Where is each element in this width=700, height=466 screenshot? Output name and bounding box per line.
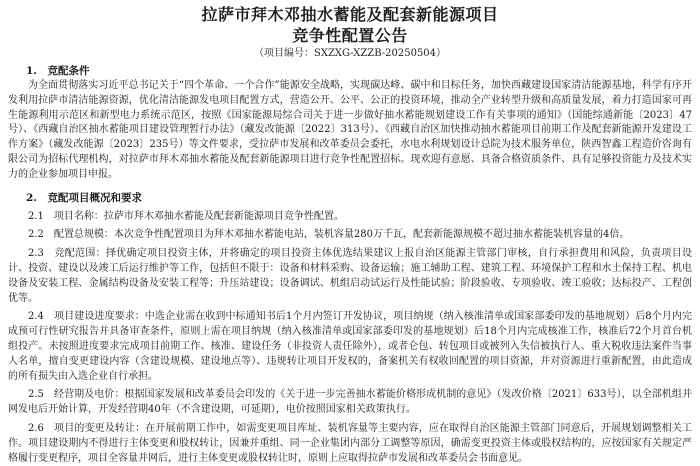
clause-2-2: 2.2 配置总规模：本次竞争性配置项目为拜木邓抽水蓄能电站，装机容量280万千瓦，配套新能源规模不超过抽水蓄能装机容量的4倍。	[28, 229, 630, 241]
clause-2-5: 2.5 经营期及电价：根据国家发展和改革委员会印发的《关于进一步完善抽水蓄能价格形成机制的意见》（发改价格〔2021〕633号），以全部机组并网发电后开始计算，开发经营期40年（不含建设期，可延期），电价按照国家相关政策执行。	[8, 389, 692, 416]
project-number: （项目编号：SXZXG-XZZB-20250504）	[253, 48, 447, 59]
document-title: 拉萨市拜木邓抽水蓄能及配套新能源项目	[201, 5, 499, 24]
clause-2-4: 2.4 项目建设进度要求：中选企业需在收到中标通知书后1个月内签订开发协议，项目纳规（纳入核准清单或国家部委印发的基地规划）后8个月内完成预可行性研究报告并具备审查条件，原则上需在项目纳规（纳入核准清单或国家部委印发的基地规划）后18个月内完成核准工作，核准后72个月首台机组投产。未按照进度要求完成项目前期工作、核准、建设任务（非投资人责任除外），或者仑包、转包项目或被列入失信被执行人、重大税收违法案件当事人名单，擅自变更建设内容（含建设规模、建设地点等）、违规转让项目开发权的，备案机关有权收回配置的项目资源，并对资源进行重新配置，由此造成的所有损失由入选企业自行承担。	[8, 311, 692, 382]
document-subtitle: 竞争性配置公告	[292, 26, 408, 45]
clause-2-1: 2.1 项目名称：拉萨市拜木邓抽水蓄能及配套新能源项目竞争性配置。	[28, 210, 344, 222]
clause-2-3: 2.3 竞配范围：择优确定项目投资主体，并将确定的项目投资主体优选结果建议上报自治区能源主管部门审核，自行承担费用和风险，负责项目设计、投资、建设以及竣工后运行维护等工作，包括但不限于：设备和材料采购、设备运输；施工辅助工程、建筑工程、环境保护工程和水土保持工程、机电设备及安装工程、金属结构设备及安装工程等；升压站建设；设备调试、机组启动试运行及性能试验；阶段验收、专项验收、竣工验收；达标投产、工程创优等。	[8, 248, 692, 304]
section-1-heading: 1. 竞配条件	[26, 65, 90, 77]
clause-2-6: 2.6 项目的变更及转让：在开展前期工作中，如需变更项目库址、装机容量等主要内容，应在取得自治区能源主管部门同意后，开展规划调整相关工作。项目建设期内不得进行主体变更和股权转让，因兼并重组、同一企业集团内部分工调整等原因，确需变更投资主体或股权结构的，应按国家有关规定严格履行变更程序，项目全容量并网后，进行主体变更或股权转让时，原则上应取得拉萨市发展和改革委员会书面意见。	[8, 422, 692, 464]
section-2-heading: 2. 竞配项目概况和要求	[26, 191, 142, 204]
section-1-paragraph: 为全面贯彻落实习近平总书记关于“四个革命、一个合作”能源安全战略，实现碳达峰、碳中和目标任务，加快西藏建设国家清洁能源基地，科学有序开发利用拉萨市清洁能源资源，优化清洁能源发电项目配置方式，营造公开、公平、公正的投资环境，推动全产业转型升级和高质量发展，着力打造国家可再生能源利用示范区和新型电力系统示范区，按照《国家能源局综合司关于进一步做好抽水蓄能规划建设工作有关事项的通知》（国能综通新能〔2023〕47号）、《西藏自治区抽水蓄能项目建设管理暂行办法》（藏发改能源〔2022〕313号）、《西藏自治区加快推动抽水蓄能项目前期工作及配套新能源开发建设工作方案》（藏发改能源〔2023〕235号）等文件要求，受拉萨市发展和改革委员会委托，水电水利规划设计总院为技术服务单位，陕西智鑫工程造价咨询有限公司为招标代理机构，对拉萨市拜木邓抽水蓄能及配套新能源项目进行竞争性配置招标。现欢迎有意愿、具备合格资质条件、具有足够投资能力及技术实力的企业参加项目申报。	[8, 80, 692, 180]
